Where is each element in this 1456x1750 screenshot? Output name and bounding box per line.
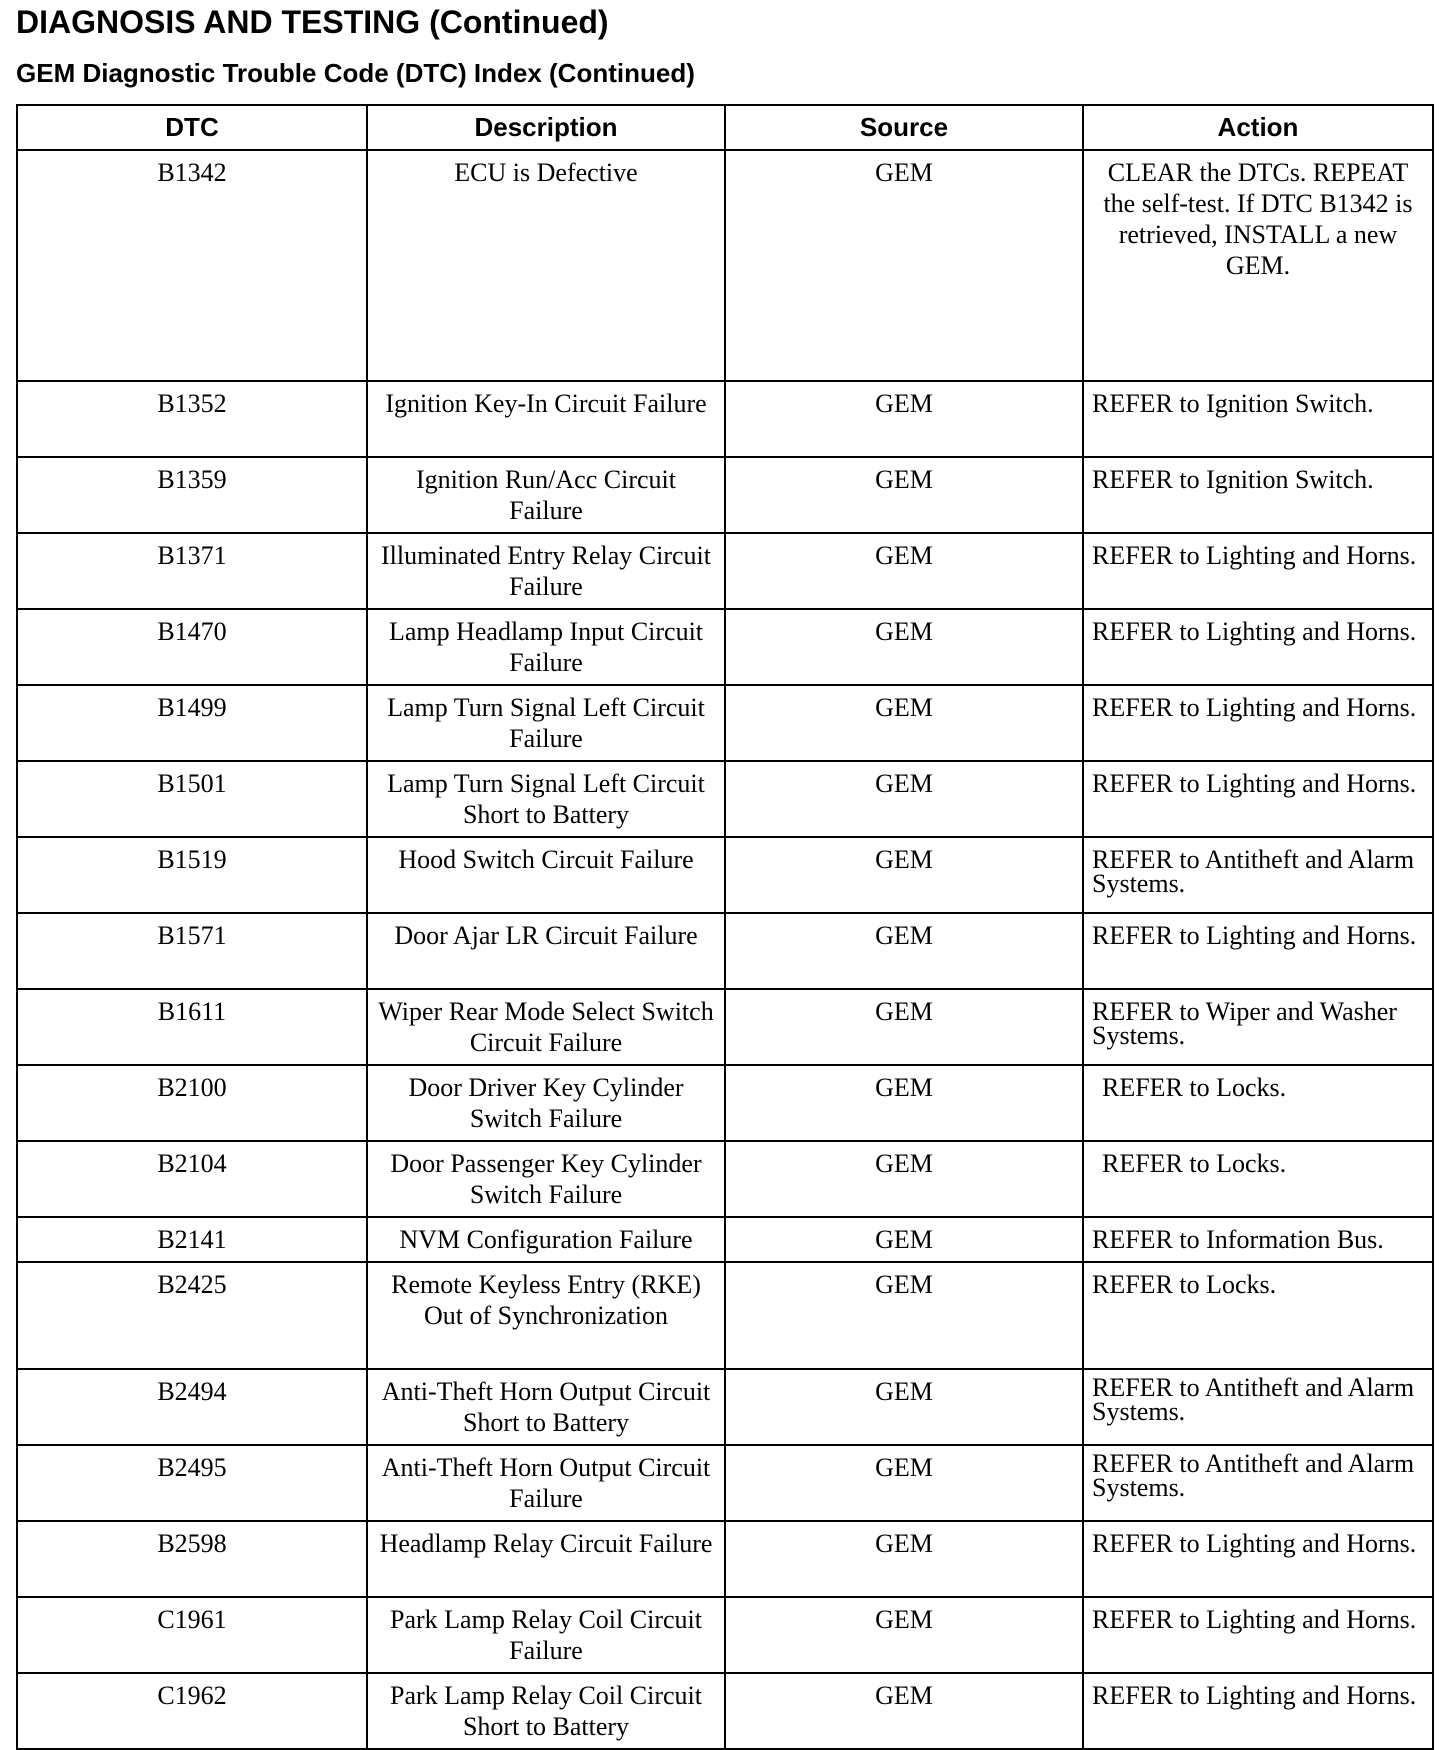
dtc-description: Illuminated Entry Relay Circuit Failure — [367, 533, 725, 609]
action-text: REFER to Lighting and Horns. — [1092, 541, 1417, 570]
table-row — [17, 381, 1433, 457]
table-row — [17, 1521, 1433, 1597]
dtc-description: Anti-Theft Horn Output Circuit Failure — [367, 1445, 725, 1521]
dtc-action: CLEAR the DTCs. REPEAT the self-test. If DTC B1342 is retrieved, INSTALL a new GEM. — [1083, 150, 1433, 381]
table-row — [17, 1262, 1433, 1369]
dtc-code: B1470 — [17, 609, 367, 685]
table-row — [17, 1217, 1433, 1262]
dtc-source: GEM — [725, 837, 1083, 913]
table-row — [17, 609, 1433, 685]
dtc-source: GEM — [725, 1141, 1083, 1217]
action-text: REFER to Lighting and Horns. — [1092, 693, 1417, 722]
table-row — [17, 1673, 1433, 1749]
dtc-source: GEM — [725, 457, 1083, 533]
dtc-action — [1083, 761, 1433, 837]
table-title: GEM Diagnostic Trouble Code (DTC) Index (Continued) — [16, 58, 695, 88]
action-text: REFER to Lighting and Horns. — [1092, 617, 1417, 646]
dtc-description: Ignition Run/Acc Circuit Failure — [367, 457, 725, 533]
dtc-action — [1083, 1369, 1433, 1445]
dtc-source: GEM — [725, 1065, 1083, 1141]
dtc-code: B2100 — [17, 1065, 367, 1141]
action-text: REFER to Lighting and Horns. — [1092, 769, 1417, 798]
dtc-description: Door Driver Key Cylinder Switch Failure — [367, 1065, 725, 1141]
dtc-code: B1501 — [17, 761, 367, 837]
dtc-description: Remote Keyless Entry (RKE) Out of Synchronization — [367, 1262, 725, 1369]
action-text: REFER to Lighting and Horns. — [1092, 921, 1417, 950]
action-text: REFER to Lighting and Horns. — [1092, 1605, 1417, 1634]
dtc-action — [1083, 533, 1433, 609]
dtc-source: GEM — [725, 685, 1083, 761]
dtc-code: B1499 — [17, 685, 367, 761]
dtc-source: GEM — [725, 989, 1083, 1065]
dtc-description: Lamp Turn Signal Left Circuit Short to Battery — [367, 761, 725, 837]
dtc-source: GEM — [725, 1262, 1083, 1369]
dtc-action: REFER to Ignition Switch. — [1083, 381, 1433, 457]
dtc-description: Door Passenger Key Cylinder Switch Failure — [367, 1141, 725, 1217]
dtc-description: Door Ajar LR Circuit Failure — [367, 913, 725, 989]
dtc-code: C1961 — [17, 1597, 367, 1673]
table-row — [17, 1597, 1433, 1673]
dtc-code: B1371 — [17, 533, 367, 609]
dtc-action: REFER to Ignition Switch. — [1083, 457, 1433, 533]
dtc-source: GEM — [725, 1521, 1083, 1597]
dtc-source: GEM — [725, 1217, 1083, 1262]
table-row — [17, 1445, 1433, 1521]
table-row — [17, 533, 1433, 609]
dtc-description: Ignition Key-In Circuit Failure — [367, 381, 725, 457]
dtc-code: B1359 — [17, 457, 367, 533]
dtc-source: GEM — [725, 761, 1083, 837]
dtc-action: REFER to Information Bus. — [1083, 1217, 1433, 1262]
dtc-action: REFER to Locks. — [1083, 1141, 1433, 1217]
table-row — [17, 1141, 1433, 1217]
table-row — [17, 761, 1433, 837]
dtc-code: B2494 — [17, 1369, 367, 1445]
table-row — [17, 685, 1433, 761]
dtc-action — [1083, 837, 1433, 913]
table-header-row — [17, 105, 1433, 150]
table-row — [17, 837, 1433, 913]
dtc-code: B1342 — [17, 150, 367, 381]
dtc-action — [1083, 1597, 1433, 1673]
dtc-code: C1962 — [17, 1673, 367, 1749]
dtc-action: REFER to Locks. — [1083, 1262, 1433, 1369]
dtc-code: B2425 — [17, 1262, 367, 1369]
dtc-action — [1083, 1673, 1433, 1749]
dtc-code: B2495 — [17, 1445, 367, 1521]
dtc-description: Hood Switch Circuit Failure — [367, 837, 725, 913]
action-text: REFER to Lighting and Horns. — [1092, 1529, 1417, 1558]
dtc-description: ECU is Defective — [367, 150, 725, 381]
action-text: REFER to Antitheft and Alarm Systems. — [1092, 845, 1415, 898]
dtc-action — [1083, 1521, 1433, 1597]
action-text: REFER to Lighting and Horns. — [1092, 1681, 1417, 1710]
column-header-dtc: DTC — [17, 105, 367, 150]
dtc-code: B2598 — [17, 1521, 367, 1597]
dtc-description: Anti-Theft Horn Output Circuit Short to Battery — [367, 1369, 725, 1445]
dtc-description: NVM Configuration Failure — [367, 1217, 725, 1262]
dtc-code: B1571 — [17, 913, 367, 989]
dtc-index-table — [16, 104, 1434, 1750]
dtc-source: GEM — [725, 1445, 1083, 1521]
dtc-source: GEM — [725, 381, 1083, 457]
table-row — [17, 1065, 1433, 1141]
dtc-code: B2141 — [17, 1217, 367, 1262]
dtc-description: Lamp Headlamp Input Circuit Failure — [367, 609, 725, 685]
dtc-source: GEM — [725, 1369, 1083, 1445]
dtc-description: Park Lamp Relay Coil Circuit Failure — [367, 1597, 725, 1673]
action-text: REFER to Wiper and Washer Systems. — [1092, 997, 1397, 1050]
table-row — [17, 989, 1433, 1065]
dtc-source: GEM — [725, 1673, 1083, 1749]
dtc-code: B1352 — [17, 381, 367, 457]
dtc-action: REFER to Locks. — [1083, 1065, 1433, 1141]
dtc-source: GEM — [725, 1597, 1083, 1673]
dtc-description: Park Lamp Relay Coil Circuit Short to Battery — [367, 1673, 725, 1749]
table-row — [17, 150, 1433, 381]
dtc-description: Headlamp Relay Circuit Failure — [367, 1521, 725, 1597]
dtc-description: Wiper Rear Mode Select Switch Circuit Failure — [367, 989, 725, 1065]
dtc-source: GEM — [725, 913, 1083, 989]
dtc-description: Lamp Turn Signal Left Circuit Failure — [367, 685, 725, 761]
action-text: REFER to Antitheft and Alarm Systems. — [1092, 1449, 1415, 1502]
dtc-code: B1519 — [17, 837, 367, 913]
page-title: DIAGNOSIS AND TESTING (Continued) — [16, 4, 609, 40]
dtc-action — [1083, 609, 1433, 685]
column-header-description: Description — [367, 105, 725, 150]
dtc-source: GEM — [725, 150, 1083, 381]
dtc-source: GEM — [725, 533, 1083, 609]
column-header-source: Source — [725, 105, 1083, 150]
dtc-action — [1083, 913, 1433, 989]
dtc-code: B1611 — [17, 989, 367, 1065]
table-row — [17, 913, 1433, 989]
table-row — [17, 1369, 1433, 1445]
dtc-action — [1083, 685, 1433, 761]
dtc-action — [1083, 1445, 1433, 1521]
dtc-action — [1083, 989, 1433, 1065]
table-row — [17, 457, 1433, 533]
column-header-action: Action — [1083, 105, 1433, 150]
action-text: REFER to Antitheft and Alarm Systems. — [1092, 1373, 1415, 1426]
dtc-code: B2104 — [17, 1141, 367, 1217]
dtc-source: GEM — [725, 609, 1083, 685]
